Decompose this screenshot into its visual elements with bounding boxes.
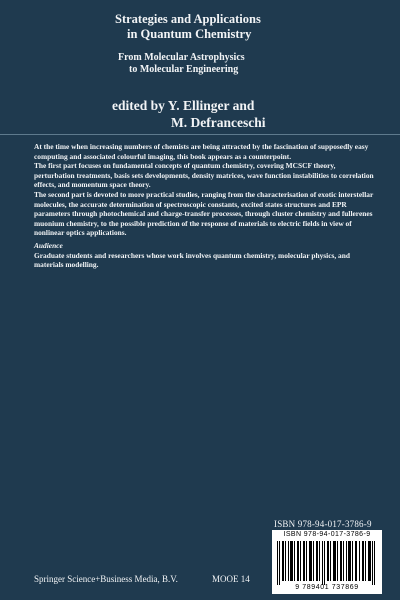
- editors-line-2: M. Defranceschi: [171, 115, 266, 130]
- subtitle-line-1: From Molecular Astrophysics: [118, 52, 245, 63]
- book-title-line-1: Strategies and Applications: [115, 12, 261, 26]
- book-title-line-2: in Quantum Chemistry: [127, 27, 252, 41]
- blurb: [34, 142, 374, 270]
- isbn-label: ISBN 978-94-017-3786-9: [274, 519, 372, 529]
- editors: [112, 97, 265, 131]
- subtitle-line-2: to Molecular Engineering: [129, 64, 239, 75]
- blurb-paragraph-3: The second part is devoted to more practical studies, ranging from the characterisation of exotic interstellar molecules, the accurate determination of spectroscopic constants, excited states structures and EPR parameters through photochemical and charge-transfer processes, through cluster chemistry and fullerenes muonium chemistry, to the possible prediction of the response of materials to electric fields in view of nonlinear optics applications.: [34, 189, 374, 238]
- audience-text: Graduate students and researchers whose work involves quantum chemistry, molecular physics, and materials modelling.: [34, 250, 350, 270]
- barcode: [272, 530, 382, 594]
- series-code: MOOE 14: [212, 574, 250, 584]
- publisher: Springer Science+Business Media, B.V.: [34, 574, 178, 584]
- title-block: [115, 12, 395, 76]
- blurb-paragraph-1: At the time when increasing numbers of chemists are being attracted by the fascination of supposedly easy computing and associated colourful imaging, this book appears as a counterpoint.: [34, 142, 369, 161]
- blurb-paragraph-2: The first part focuses on fundamental concepts of quantum chemistry, covering MCSCF theory, perturbation treatments, basis sets developments, density matrices, wave function instabilities to correlation effects, and momentum space theory.: [34, 161, 374, 190]
- divider: [0, 134, 400, 135]
- barcode-number: 9 789401 737869: [295, 584, 359, 591]
- audience-heading: Audience: [34, 240, 63, 250]
- barcode-isbn: ISBN 978-94-017-3786-9: [283, 531, 371, 538]
- book-subtitle: [115, 52, 395, 76]
- barcode-bars: [275, 541, 379, 585]
- editors-line-1: edited by Y. Ellinger and: [112, 98, 255, 113]
